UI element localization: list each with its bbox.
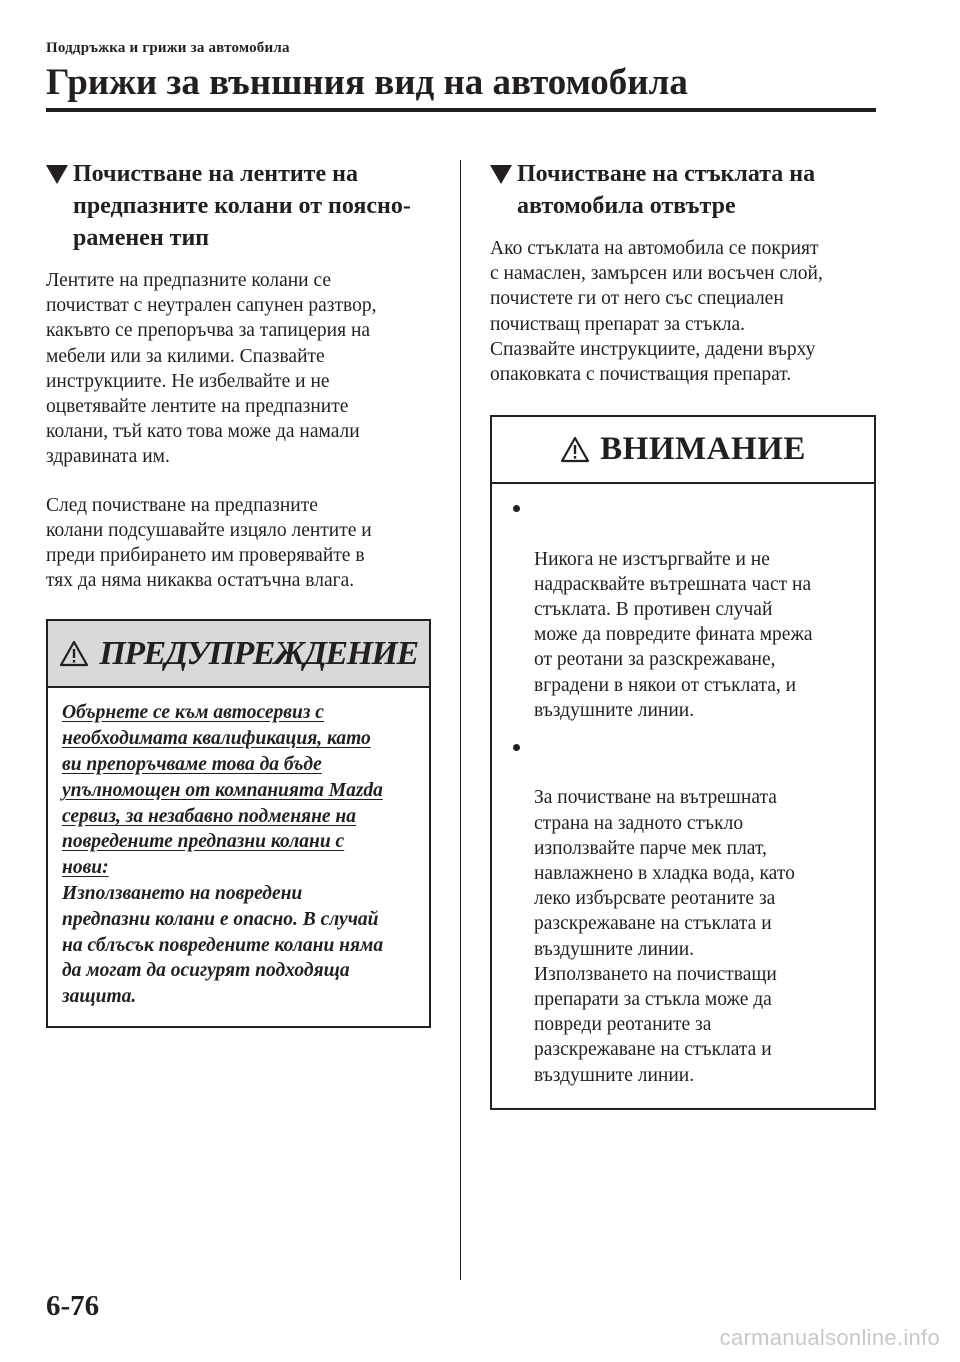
list-item xyxy=(500,496,860,723)
page-title: Грижи за външния вид на автомобила xyxy=(46,62,688,103)
warning-box-body xyxy=(48,688,429,1026)
caution-list xyxy=(500,496,860,1088)
warning-triangle-icon xyxy=(59,640,89,667)
right-column xyxy=(490,158,876,1110)
window-cleaning-paragraph: Ако стъклата на автомобила се покрият с намаслен, замърсен или восъчен слой, почистете ги от него със специален почистващ препарат за стъкла. Спазвайте инструкциите, дадени върху опаковката с почистващия препарат. xyxy=(490,238,823,386)
column-divider xyxy=(460,160,461,1280)
triangle-down-icon xyxy=(46,165,68,184)
section-heading-text: Почистване на лентите на предпазните колани от поясно- раменен тип xyxy=(73,161,411,251)
list-item-text: За почистване на вътрешната страна на задното стъкло използвайте парче мек плат, навлажнено в хладка вода, като леко избърсвате реотаните за разскрежаване на стъклата и въздушните линии. Използването на почистващи препарати за стъкла може да повреди реотаните за разскрежаване на стъклата и въздушните линии. xyxy=(534,787,795,1086)
seatbelt-cleaning-paragraph: Лентите на предпазните колани се почистват с неутрален сапунен разтвор, какъвто се препоръчва за тапицерия на мебели или за килими. Спазвайте инструкциите. Не избелвайте и не оцветявайте лентите на предпазните колани, тъй като това може да намали здравината им. xyxy=(46,270,377,468)
warning-box-title: ПРЕДУПРЕЖДЕНИЕ xyxy=(99,634,418,672)
list-item xyxy=(500,735,860,1088)
page-number: 6-76 xyxy=(46,1290,100,1322)
title-rule xyxy=(46,108,876,112)
watermark: carmanualsonline.info xyxy=(719,1325,940,1350)
list-item-text: Никога не изстъргвайте и не надрасквайте вътрешната част на стъклата. В противен случай може да повредите фината мрежа от реотани за разскрежаване, вградени в някои от стъклата, и въздушните линии. xyxy=(534,548,813,721)
warning-text: Използването на повредени предпазни колани е опасно. В случай на сблъсък повредените колани няма да могат да осигурят подходяща защита. xyxy=(62,883,384,1008)
breadcrumb: Поддръжка и грижи за автомобила xyxy=(46,40,290,56)
caution-box xyxy=(490,415,876,1110)
caution-box-title: ВНИМАНИЕ xyxy=(600,431,806,468)
bullet-icon xyxy=(513,505,520,512)
caution-box-body xyxy=(492,484,874,1108)
left-column xyxy=(46,158,431,1028)
seatbelt-drying-paragraph: След почистване на предпазните колани подсушавайте изцяло лентите и преди прибирането им проверявайте в тях да няма никаква остатъчна влага. xyxy=(46,494,372,592)
section-heading-windows xyxy=(490,158,876,222)
triangle-down-icon xyxy=(490,165,512,184)
warning-box xyxy=(46,619,431,1028)
warning-box-header xyxy=(48,621,429,688)
warning-triangle-icon xyxy=(560,436,590,463)
section-heading-text: Почистване на стъклата на автомобила отвътре xyxy=(517,161,816,219)
section-heading-seatbelts xyxy=(46,158,431,254)
bullet-icon xyxy=(513,744,520,751)
warning-underlined-text: Обърнете се към автосервиз с необходимата квалификация, като ви препоръчваме това да бъде упълномощен от компанията Mazda сервиз, за незабавно подменяне на повредените предпазни колани с нови: xyxy=(62,702,383,879)
caution-box-header xyxy=(492,417,874,484)
